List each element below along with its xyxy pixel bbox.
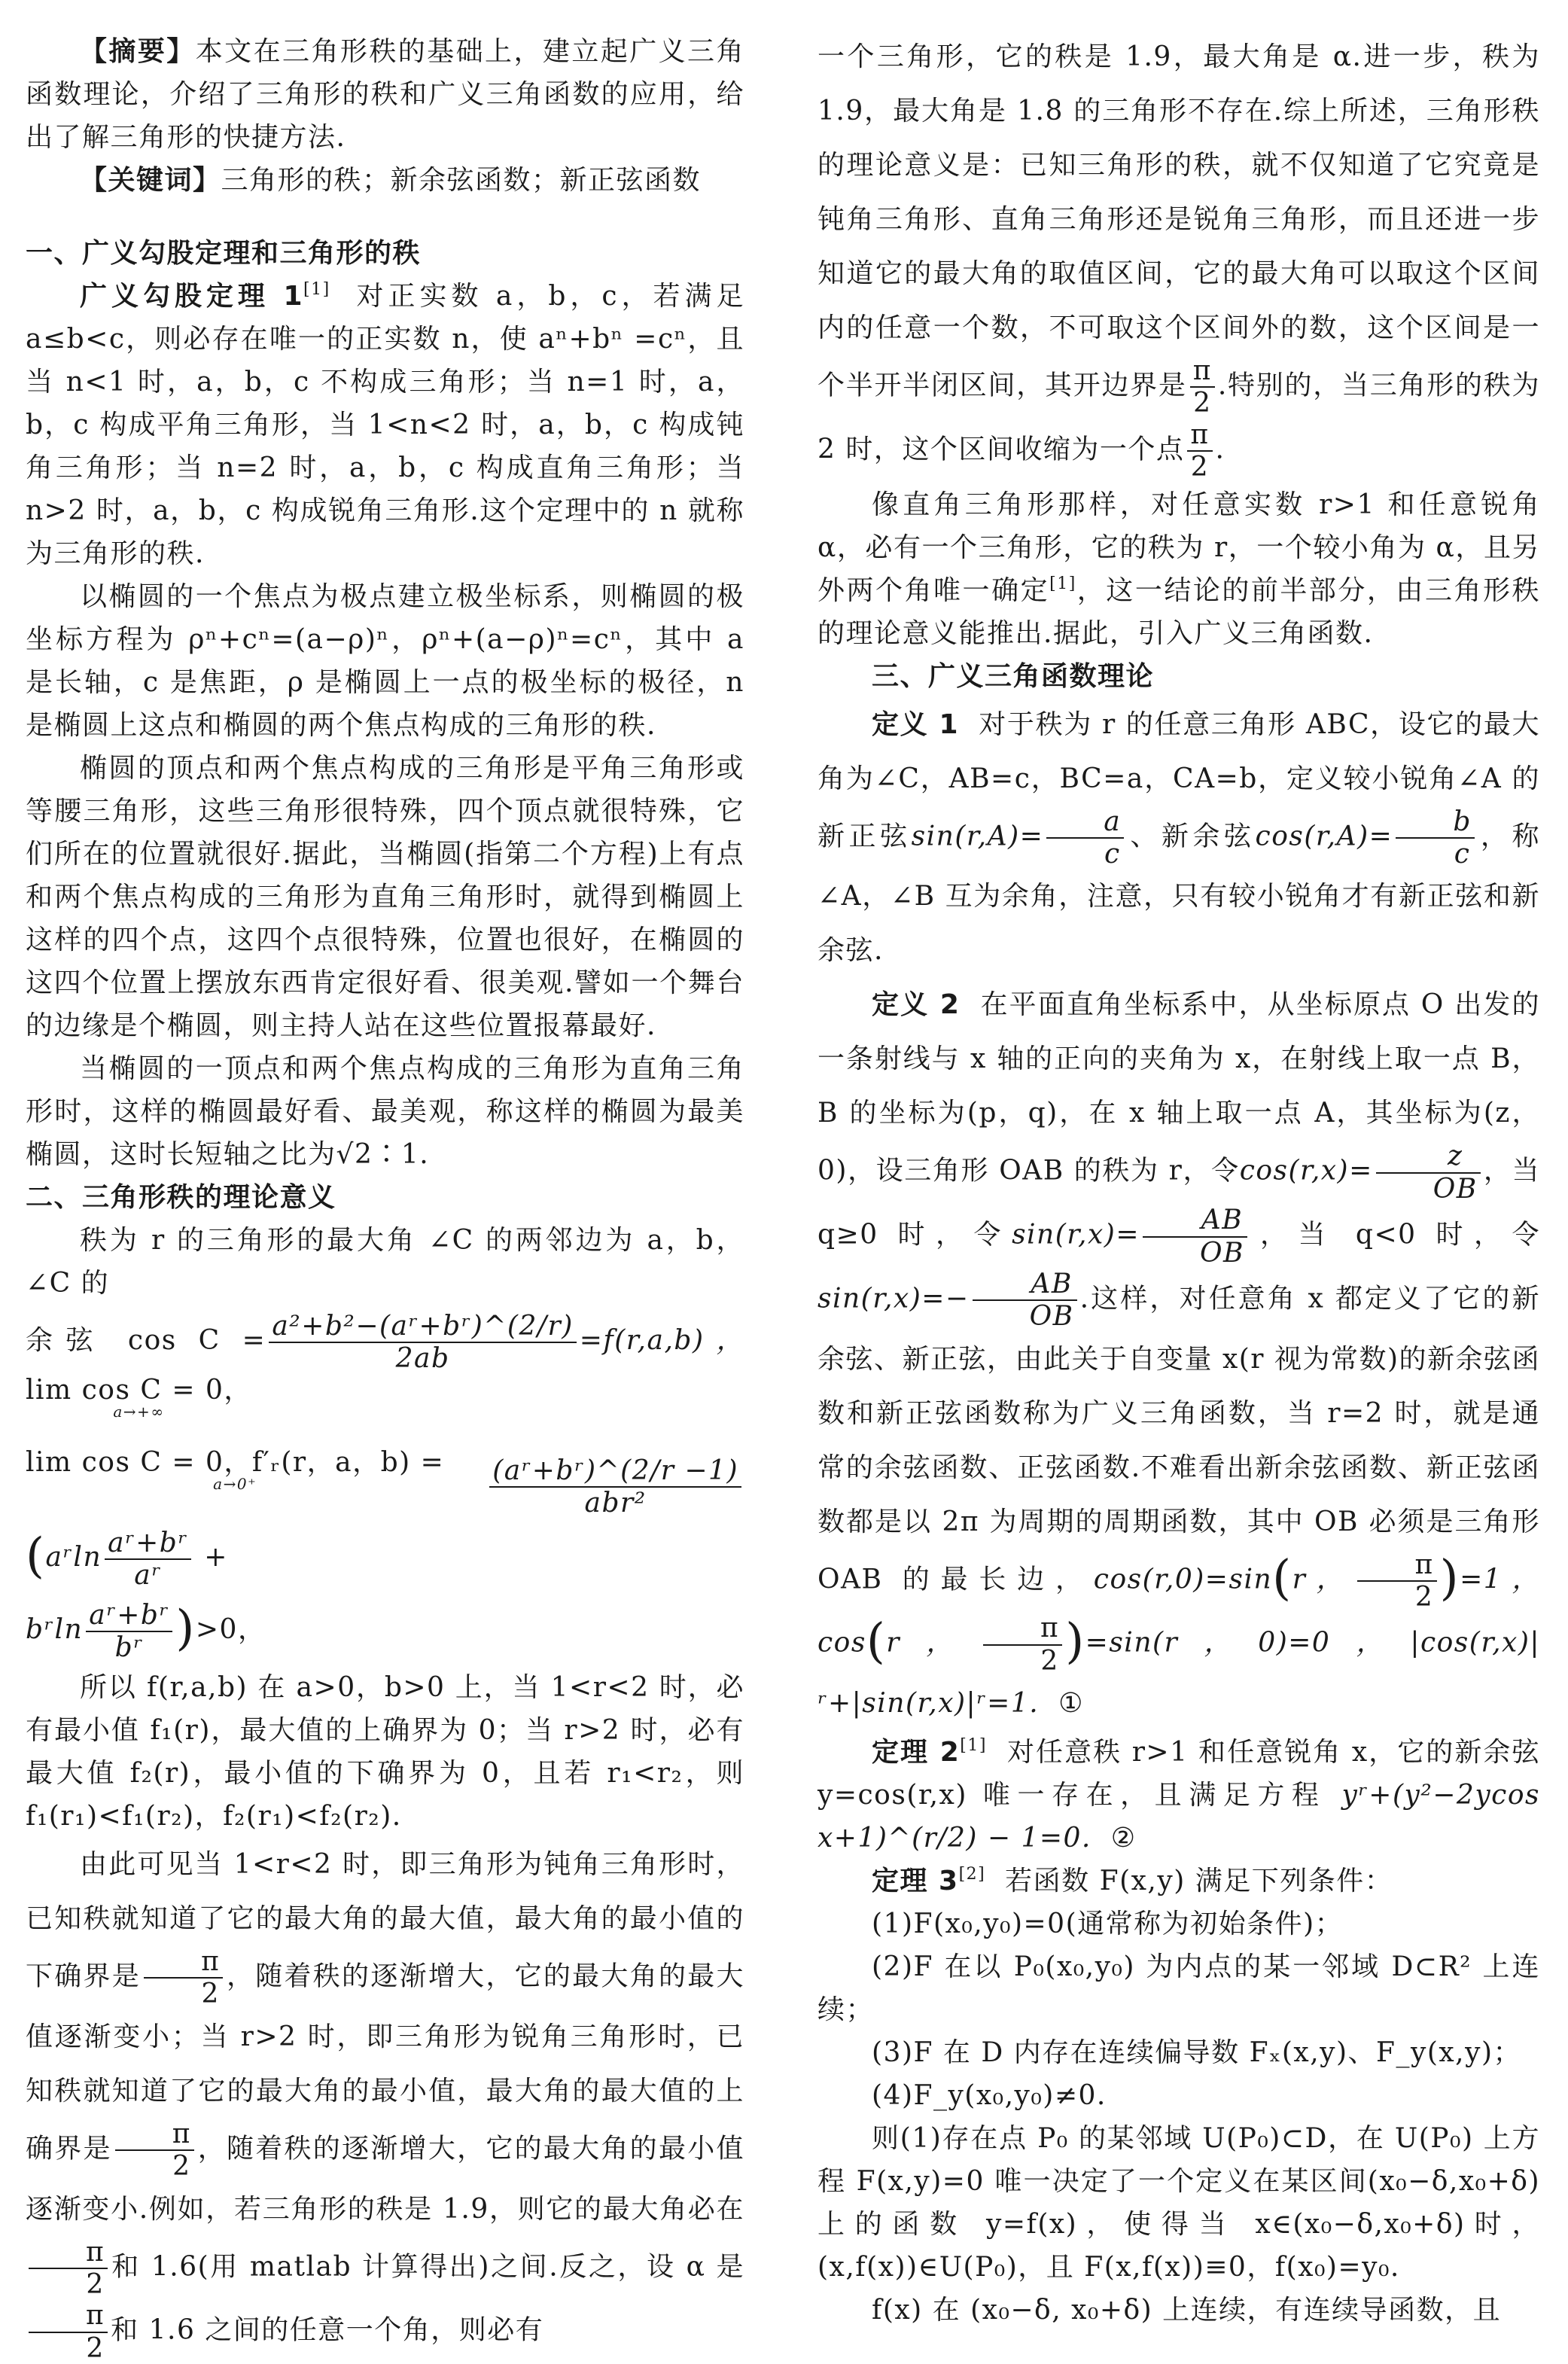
keywords: [26, 159, 744, 202]
derivative-formula-cont: [26, 1594, 744, 1666]
limit-infinity-sub: a→+∞: [113, 1403, 165, 1421]
cosine-denominator: 2ab: [395, 1343, 450, 1374]
theorem-2: 定理 2[1] 对任意秩 r>1 和任意锐角 x，它的新余弦 y=cos(r,x) 唯一存在，且满足方程 yʳ+(y²−2ycos x+1)^(r/2) − 1=0. ②: [817, 1736, 1540, 1854]
derivative-log-b-denominator: bʳ: [114, 1632, 145, 1663]
derivative-log-a: aʳln: [45, 1542, 102, 1573]
keywords-tag: 【关键词】: [80, 165, 221, 196]
derivative-log-a-fraction: [105, 1528, 191, 1592]
equation-mark-2: ②: [1110, 1823, 1137, 1854]
half-pi-fraction-6: $\frac{\pi}{2}$: [1187, 419, 1212, 483]
derivative-log-a-denominator: aʳ: [134, 1560, 163, 1591]
obtuse-acute-paragraph: 由此可见当 1<r<2 时，即三角形为钝角三角形时，已知秩就知道了它的最大角的最大值，最大角的最小值的下确界是 $\frac{\pi}{2}$ ，随着秩的逐渐增大，它的最大角的最大值逐渐变小；当 r>2 时，即三角形为锐角三角形时，已知秩就知道了它的最大角的最小值，最大角的最大值的上确界是 $\frac{\pi}{2}$ ，随着秩的逐渐增大，它的最大角的最小值逐渐变小.例如，若三角形的秩是 1.9，则它的最大角必在 $\frac{\pi}{2}$ 和 1.6(用 matlab 计算得出)之间.反之，设 α 是 $\frac{\pi}{2}$ 和 1.6 之间的任意一个角，则必有: [26, 1849, 744, 2364]
ellipse-paragraph: 以椭圆的一个焦点为极点建立极坐标系，则椭圆的极坐标方程为 ρⁿ+cⁿ=(a−ρ)ⁿ，ρⁿ+(a−ρ)ⁿ=cⁿ，其中 a 是长轴，c 是焦距，ρ 是椭圆上一点的极坐标的极径，n 是椭圆上这点和椭圆的两个焦点构成的三角形的秩.: [26, 581, 744, 741]
section-1-title: 一、广义勾股定理和三角形的秩: [26, 238, 422, 269]
cosine-lhs: 余弦 cos C =: [26, 1325, 266, 1356]
half-pi-fraction-1: $\frac{\pi}{2}$: [144, 1946, 223, 2010]
right-column: [817, 30, 1540, 2332]
sin-a-over-c: $\frac{a}{c}$: [1046, 806, 1124, 870]
abstract-tag: 【摘要】: [80, 36, 196, 67]
ab-over-ob: $\frac{AB}{OB}$: [1143, 1205, 1247, 1269]
derivative-fraction: [489, 1455, 741, 1519]
derivative-numerator: (aʳ+bʳ)^(2/r −1): [489, 1455, 741, 1488]
theorem-3-ref: [2]: [958, 1865, 986, 1884]
keywords-text: 三角形的秩；新余弦函数；新正弦函数: [221, 165, 702, 196]
z-over-ob: $\frac{z}{OB}$: [1376, 1141, 1481, 1205]
limit-infinity-text: lim cos C = 0，: [26, 1375, 252, 1406]
condition-1: (1)F(x₀,y₀)=0(通常称为初始条件)；: [872, 1909, 1344, 1940]
theorem-2-label: 定理 2: [872, 1737, 961, 1768]
theorem-3-label: 定理 3: [872, 1866, 959, 1897]
section-3-title: 三、广义三角函数理论: [872, 660, 1155, 692]
theorem-1-label: 广义勾股定理 1: [80, 281, 303, 312]
cosine-formula: [26, 1305, 744, 1449]
left-paren: (: [26, 1528, 46, 1584]
cos-b-over-c: $\frac{b}{c}$: [1396, 806, 1475, 870]
derivative-formula: [26, 1449, 744, 1594]
derivative-denominator: abr²: [584, 1488, 647, 1519]
half-pi-fraction-7: $\frac{\pi}{2}$: [1357, 1549, 1436, 1613]
half-pi-fraction-2: $\frac{\pi}{2}$: [115, 2119, 194, 2183]
theorem-2-ref: [1]: [960, 1736, 987, 1756]
most-beautiful-ellipse-paragraph: 当椭圆的一顶点和两个焦点构成的三角形为直角三角形时，这样的椭圆最好看、最美观，称这样的椭圆为最美椭圆，这时长短轴之比为√2∶1.: [26, 1053, 744, 1170]
cosine-rhs: =f(r,a,b)，: [579, 1325, 744, 1356]
cosine-numerator: a²+b²−(aʳ+bʳ)^(2/r): [269, 1311, 576, 1343]
analogy-ref: [1]: [1049, 574, 1076, 593]
theorem-1: [26, 275, 744, 575]
theorem-3-continuity: f(x) 在 (x₀−δ, x₀+δ) 上连续，有连续导函数，且: [872, 2295, 1502, 2326]
theorem-1-ref: [1]: [303, 280, 330, 299]
derivative-plus: +: [204, 1542, 228, 1573]
definition-2-label: 定义 2: [872, 989, 961, 1021]
derivative-gt: >0，: [195, 1614, 266, 1645]
left-column: [26, 30, 744, 2364]
derivative-log-b-numerator: aʳ+bʳ: [86, 1600, 172, 1632]
half-pi-fraction-5: $\frac{\pi}{2}$: [1190, 355, 1215, 419]
derivative-log-a-numerator: aʳ+bʳ: [105, 1528, 191, 1560]
half-pi-fraction-8: $\frac{\pi}{2}$: [983, 1613, 1062, 1677]
theorem-3: 定理 3[2] 若函数 F(x,y) 满足下列条件：: [872, 1865, 1393, 1897]
definition-2: 定义 2 在平面直角坐标系中，从坐标原点 O 出发的一条射线与 x 轴的正向的夹角为 x，在射线上取一点 B，B 的坐标为(p，q)，在 x 轴上取一点 A，其坐标为(z，0)，设三角形 OAB 的秩为 r，令cos(r,x)= $\frac{z}{OB}$ ，当 q≥0 时，令sin(r,x)= $\frac{AB}{OB}$ ，当 q<0 时，令sin(r,x)=− $\frac{AB}{OB}$ .这样，对任意角 x 都定义了它的新余弦、新正弦，由此关于自变量 x(r 视为常数)的新余弦函数和新正弦函数称为广义三角函数，当 r=2 时，就是通常的余弦函数、正弦函数.不难看出新余弦函数、新正弦函数都是以 2π 为周期的周期函数，其中 OB 必须是三角形 OAB 的最长边，cos(r,0)=sin(r， $\frac{\pi}{2}$ )=1，cos(r， $\frac{\pi}{2}$ )=sin(r，0)=0，|cos(r,x)|ʳ+|sin(r,x)|ʳ=1. ①: [817, 989, 1540, 1720]
limit-zero-text: lim cos C = 0，f′ᵣ(r，a，b) =: [26, 1447, 445, 1478]
rank-meaning-continued: 一个三角形，它的秩是 1.9，最大角是 α.进一步，秩为 1.9，最大角是 1.8 的三角形不存在.综上所述，三角形秩的理论意义是：已知三角形的秩，就不仅知道了它究竟是钝角三角形、直角三角形还是锐角三角形，而且还进一步知道它的最大角的取值区间，它的最大角可以取这个区间内的任意一个数，不可取这个区间外的数，这个区间是一个半开半闭区间，其开边界是 $\frac{\pi}{2}$ .特别的，当三角形的秩为 2 时，这个区间收缩为一个点 $\frac{\pi}{2}$ .: [817, 41, 1540, 483]
right-triangle-analogy: 像直角三角形那样，对任意实数 r>1 和任意锐角 α，必有一个三角形，它的秩为 r，一个较小角为 α，且另外两个角唯一确定[1]，这一结论的前半部分，由三角形秩的理论意义能推出.据此，引入广义三角函数.: [817, 489, 1540, 649]
derivative-log-b-fraction: [86, 1600, 172, 1664]
theorem-3-conclusion: 则(1)存在点 P₀ 的某邻域 U(P₀)⊂D，在 U(P₀) 上方程 F(x,y)=0 唯一决定了一个定义在某区间(x₀−δ,x₀+δ)上的函数 y=f(x)，使得当 x∈(x₀−δ,x₀+δ)时，(x,f(x))∈U(P₀)，且 F(x,f(x))≡0，f(x₀)=y₀.: [817, 2123, 1540, 2283]
abstract: [26, 30, 744, 159]
half-pi-fraction-4: $\frac{\pi}{2}$: [29, 2300, 108, 2364]
ellipse-vertices-paragraph: 椭圆的顶点和两个焦点构成的三角形是平角三角形或等腰三角形，这些三角形很特殊，四个顶点就很特殊，它们所在的位置就很好.据此，当椭圆(指第二个方程)上有点和两个焦点构成的三角形为直角三角形时，就得到椭圆上这样的四个点，这四个点很特殊，位置也很好，在椭圆的这四个位置上摆放东西肯定很好看、很美观.譬如一个舞台的边缘是个椭圆，则主持人站在这些位置报幕最好.: [26, 753, 744, 1041]
equation-mark-1: ①: [1058, 1688, 1084, 1720]
section-2-title: 二、三角形秩的理论意义: [26, 1182, 336, 1213]
condition-2: (2)F 在以 P₀(x₀,y₀) 为内点的某一邻域 D⊂R² 上连续；: [817, 1951, 1540, 2026]
limit-infinity: [26, 1377, 252, 1419]
min-max-paragraph: 所以 f(r,a,b) 在 a>0，b>0 上，当 1<r<2 时，必有最小值 f₁(r)，最大值的上确界为 0；当 r>2 时，必有最大值 f₂(r)，最小值的下确界为 0，且若 r₁<r₂，则 f₁(r₁)<f₁(r₂)，f₂(r₁)<f₂(r₂).: [26, 1672, 744, 1832]
theorem-1-text: 对正实数 a，b，c，若满足 a≤b<c，则必存在唯一的正实数 n，使 aⁿ+bⁿ =cⁿ，且当 n<1 时，a，b，c 不构成三角形；当 n=1 时，a，b，c 构成平角三角形，当 1<n<2 时，a，b，c 构成钝角三角形；当 n=2 时，a，b，c 构成直角三角形；当 n>2 时，a，b，c 构成锐角三角形.这个定理中的 n 就称为三角形的秩.: [26, 281, 744, 569]
half-pi-fraction-3: $\frac{\pi}{2}$: [29, 2237, 108, 2301]
section-2-intro: 秩为 r 的三角形的最大角 ∠C 的两邻边为 a，b，∠C 的: [26, 1225, 744, 1299]
condition-3: (3)F 在 D 内存在连续偏导数 Fₓ(x,y)、F_y(x,y)；: [872, 2037, 1522, 2069]
derivative-log-b: bʳln: [26, 1614, 84, 1645]
neg-ab-over-ob: $\frac{AB}{OB}$: [973, 1269, 1077, 1333]
abstract-text: 本文在三角形秩的基础上，建立起广义三角函数理论，介绍了三角形的秩和广义三角函数的应用，给出了解三角形的快捷方法.: [26, 36, 744, 153]
definition-1: 定义 1 对于秩为 r 的任意三角形 ABC，设它的最大角为∠C，AB=c，BC=a，CA=b，定义较小锐角∠A 的新正弦sin(r,A)= $\frac{a}{c}$ 、新余弦cos(r,A)= $\frac{b}{c}$ ，称∠A，∠B 互为余角，注意，只有较小锐角才有新正弦和新余弦.: [817, 708, 1540, 967]
limit-zero: [26, 1449, 444, 1491]
condition-4: (4)F_y(x₀,y₀)≠0.: [872, 2080, 1107, 2112]
cosine-fraction: [269, 1311, 576, 1375]
limit-zero-sub: a→0⁺: [213, 1475, 257, 1493]
right-paren: ): [175, 1601, 196, 1656]
theorem-2-equation: yʳ+(y²−2ycos x+1)^(r/2) − 1=0.: [817, 1780, 1540, 1854]
definition-1-label: 定义 1: [872, 708, 960, 740]
